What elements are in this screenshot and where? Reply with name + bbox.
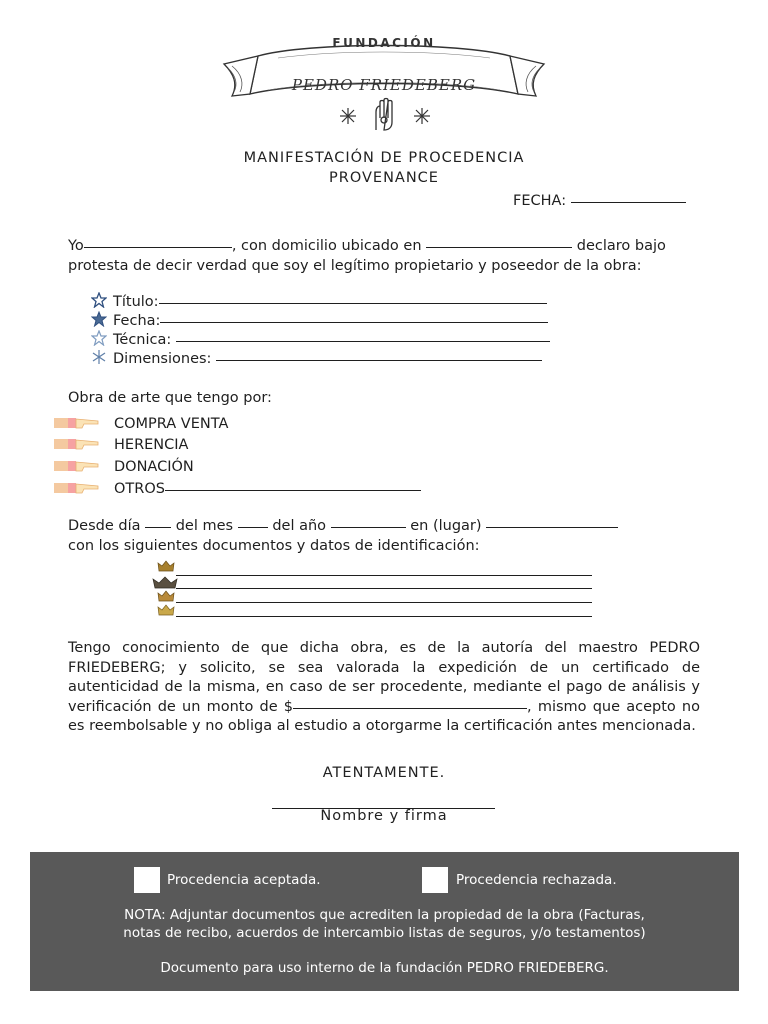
signature-label: Nombre y firma bbox=[320, 808, 448, 824]
document-line[interactable] bbox=[176, 575, 592, 576]
crown-icon bbox=[152, 576, 178, 589]
logo-script-text: PEDRO FRIEDEBERG bbox=[291, 76, 477, 94]
date-field[interactable] bbox=[513, 191, 686, 211]
day-line[interactable] bbox=[145, 527, 171, 528]
closing-atentamente: ATENTAMENTE. bbox=[322, 765, 446, 781]
hand-icon bbox=[376, 99, 392, 131]
page-subtitle: PROVENANCE bbox=[329, 170, 439, 186]
intro-declaro: declaro bajo bbox=[576, 238, 666, 254]
tecnica-line[interactable] bbox=[176, 341, 550, 342]
rejected-checkbox[interactable] bbox=[422, 867, 448, 893]
amount-line[interactable] bbox=[293, 708, 527, 709]
field-tecnica[interactable]: Técnica: bbox=[91, 330, 550, 350]
pointing-hand-icon bbox=[54, 436, 102, 452]
intro-yo: Yo bbox=[68, 238, 84, 254]
internal-use-note: Documento para uso interno de la fundación PEDRO FRIEDEBERG. bbox=[160, 960, 609, 976]
star-light-icon bbox=[91, 330, 107, 346]
crown-icon bbox=[156, 559, 176, 572]
month-line[interactable] bbox=[238, 527, 268, 528]
accepted-label: Procedencia aceptada. bbox=[167, 872, 321, 888]
option-donacion[interactable]: DONACIÓN bbox=[54, 457, 194, 477]
crown-icon bbox=[156, 603, 176, 616]
accepted-checkbox[interactable] bbox=[134, 867, 160, 893]
field-titulo[interactable]: Título: bbox=[91, 292, 547, 312]
sun-star-icon bbox=[414, 108, 430, 124]
option-compra-venta[interactable]: COMPRA VENTA bbox=[54, 414, 228, 434]
name-line[interactable] bbox=[84, 247, 232, 248]
note-line-2: notas de recibo, acuerdos de intercambio listas de seguros, y/o testamentos) bbox=[123, 925, 646, 941]
document-line[interactable] bbox=[176, 588, 592, 589]
crown-icon bbox=[156, 589, 176, 602]
field-fecha[interactable]: Fecha: bbox=[91, 311, 548, 331]
intro-line-2: protesta de decir verdad que soy el legítimo propietario y poseedor de la obra: bbox=[68, 258, 642, 274]
rejected-label: Procedencia rechazada. bbox=[456, 872, 617, 888]
logo-top-text: FUNDACIÓN bbox=[332, 36, 436, 50]
star-outline-icon bbox=[91, 292, 107, 308]
field-dimensiones[interactable]: Dimensiones: bbox=[91, 349, 542, 369]
year-line[interactable] bbox=[331, 527, 406, 528]
star-filled-icon bbox=[91, 311, 107, 327]
pointing-hand-icon bbox=[54, 480, 102, 496]
date-label: FECHA: bbox=[513, 193, 567, 209]
page-title: MANIFESTACIÓN DE PROCEDENCIA bbox=[243, 150, 525, 166]
pointing-hand-icon bbox=[54, 415, 102, 431]
intro-line-1 bbox=[68, 236, 666, 256]
asterisk-star-icon bbox=[91, 349, 107, 365]
document-line[interactable] bbox=[176, 602, 592, 603]
otros-line[interactable] bbox=[165, 490, 421, 491]
internal-use-footer bbox=[30, 852, 739, 991]
intro-domicilio: , con domicilio ubicado en bbox=[231, 238, 422, 254]
option-otros[interactable]: OTROS bbox=[54, 479, 421, 499]
pointing-hand-icon bbox=[54, 458, 102, 474]
place-line[interactable] bbox=[486, 527, 618, 528]
dimensiones-line[interactable] bbox=[216, 360, 542, 361]
document-line[interactable] bbox=[176, 616, 592, 617]
titulo-line[interactable] bbox=[159, 303, 547, 304]
acquisition-heading: Obra de arte que tengo por: bbox=[68, 390, 272, 406]
address-line[interactable] bbox=[426, 247, 572, 248]
date-line[interactable] bbox=[571, 202, 686, 203]
since-line-1: Desde día del mes del año en (lugar) bbox=[68, 516, 618, 536]
note-line-1: NOTA: Adjuntar documentos que acrediten la propiedad de la obra (Facturas, bbox=[124, 907, 645, 923]
fecha-line[interactable] bbox=[160, 322, 548, 323]
since-line-2: con los siguientes documentos y datos de identificación: bbox=[68, 538, 480, 554]
authorship-paragraph: Tengo conocimiento de que dicha obra, es de la autoría del maestro PEDRO FRIEDEBERG; y solicito, se sea valorada la expedición de un certificado de autenticidad de la misma, en caso de ser procedente, mediante el pago de análisis y verificación de un monto de $ , mismo que acepto no es reembolsable y no obliga al estudio a otorgarme la certificación antes mencionada. bbox=[68, 640, 700, 734]
sun-star-icon bbox=[340, 108, 356, 124]
option-herencia[interactable]: HERENCIA bbox=[54, 435, 188, 455]
